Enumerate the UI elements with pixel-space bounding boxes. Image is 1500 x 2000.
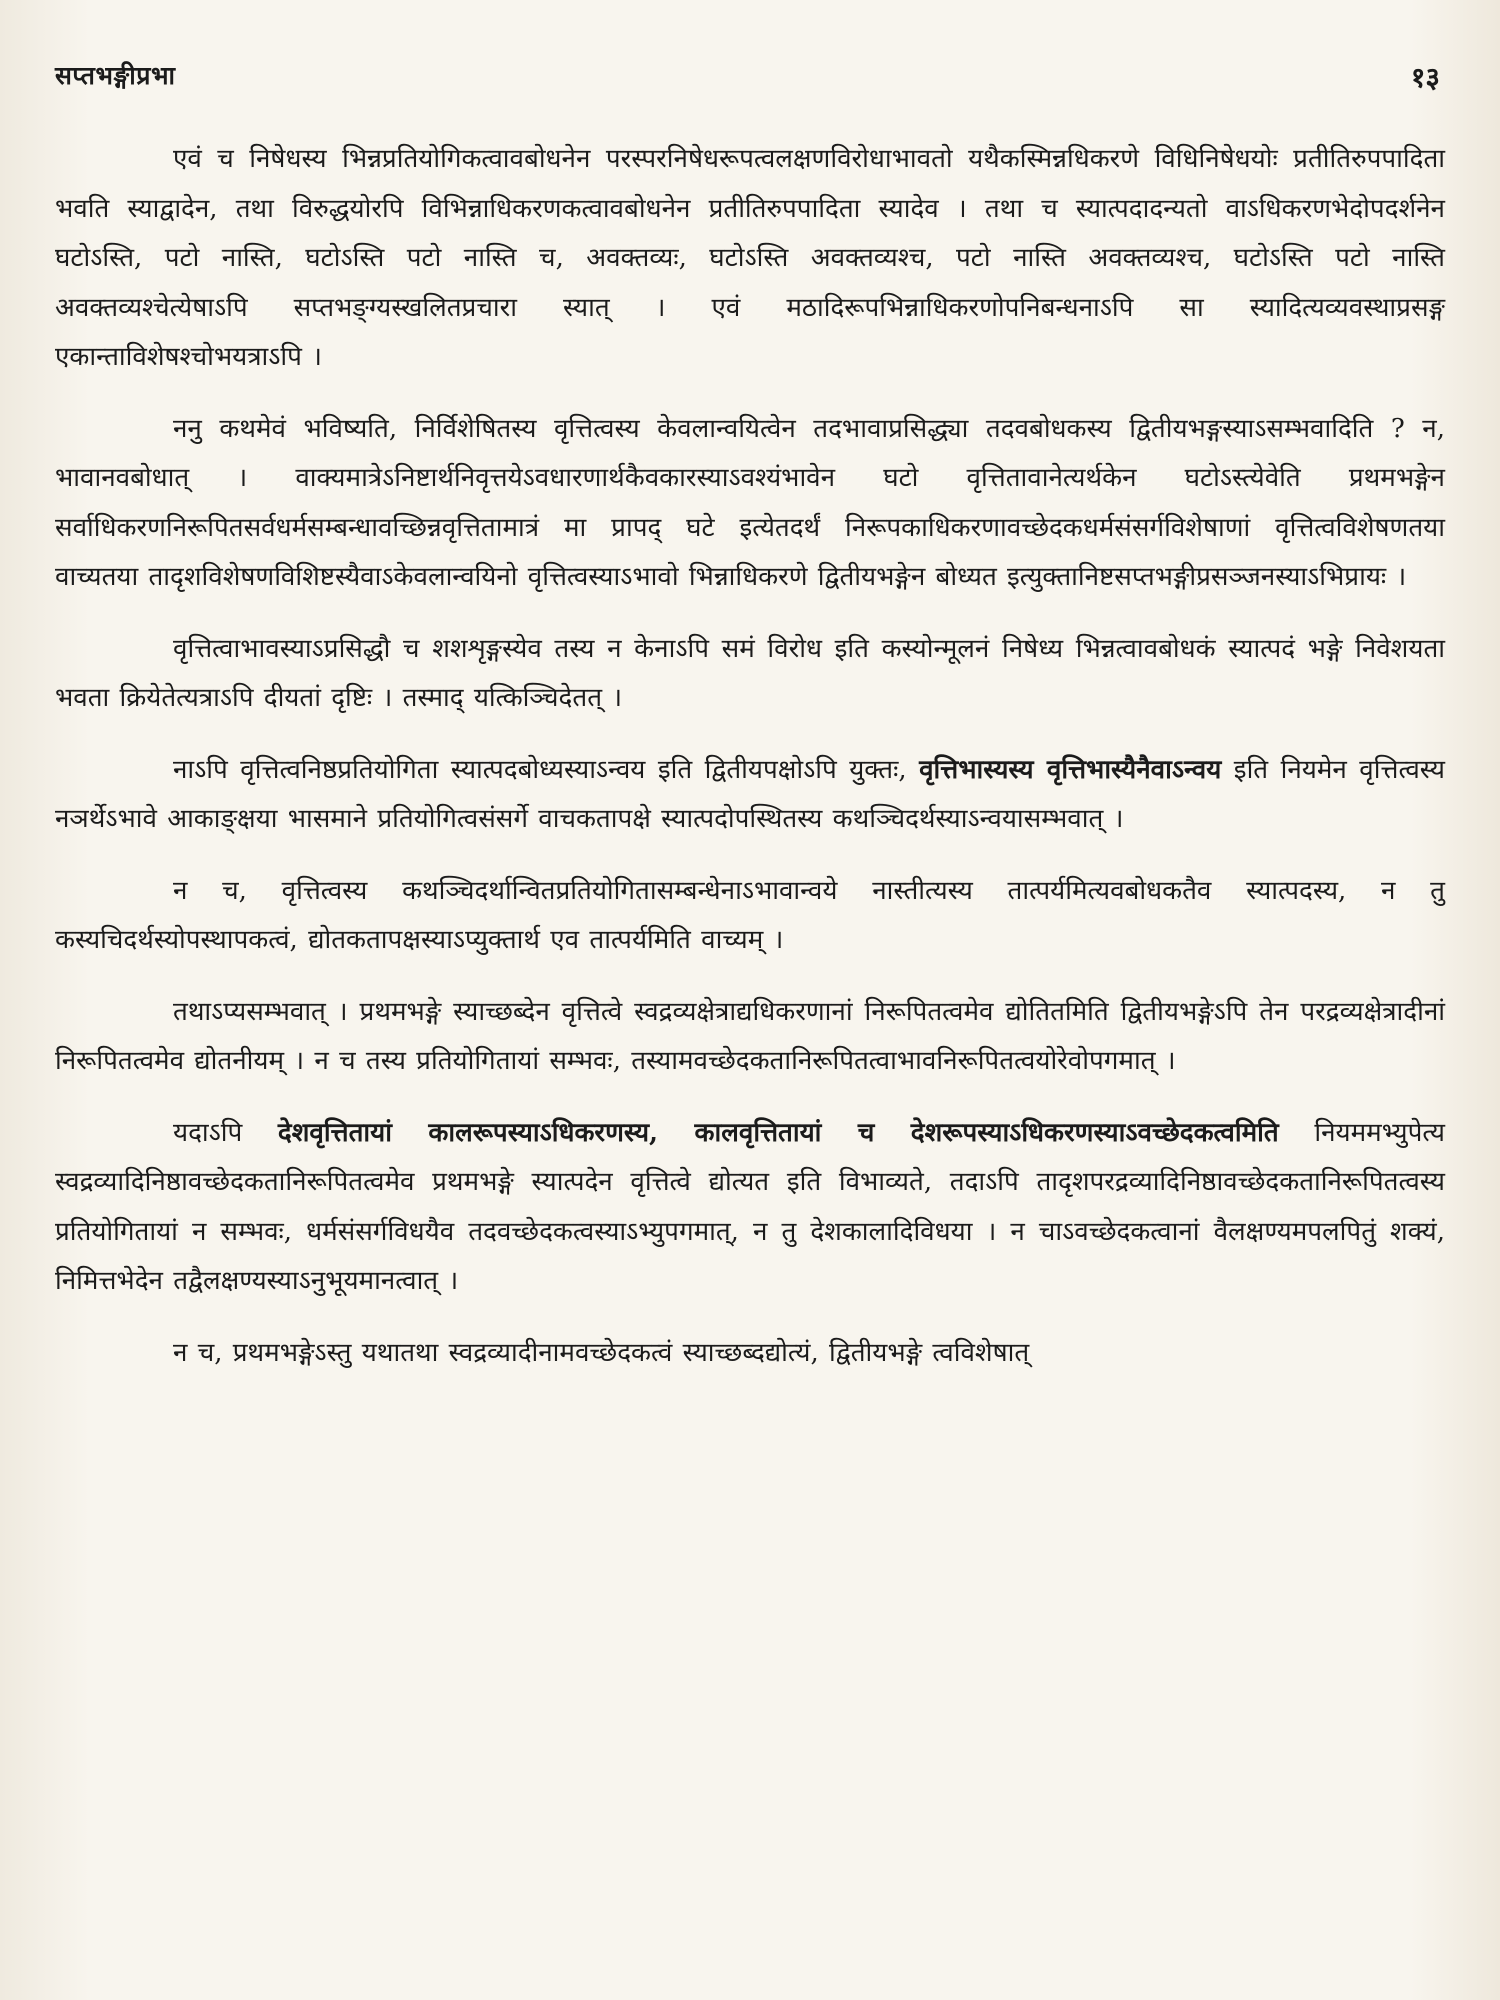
page-body [55, 135, 1445, 1400]
paragraph-text: न च, प्रथमभङ्गेऽस्तु यथातथा स्वद्रव्यादीनामवच्छेदकत्वं स्याच्छब्दद्योत्यं, द्वितीयभङ्गे त्वविशेषात् [173, 1337, 1030, 1368]
paragraph-5 [55, 867, 1445, 966]
paragraph-text: तथाऽप्यसम्भवात् । प्रथमभङ्गे स्याच्छब्देन वृत्तित्वे स्वद्रव्यक्षेत्राद्यधिकरणानां निरूपितत्वमेव द्योतितमिति द्वितीयभङ्गेऽपि तेन परद्रव्यक्षेत्रादीनां निरूपितत्वमेव द्योतनीयम् । न च तस्य प्रतियोगितायां सम्भवः, तस्यामवच्छेदकतानिरूपितत्वाभावनिरूपितत्वयोरेवोपगमात् । [55, 996, 1445, 1076]
paragraph-text: नियममभ्युपेत्य स्वद्रव्यादिनिष्ठावच्छेदकतानिरूपितत्वमेव प्रथमभङ्गे स्यात्पदेन वृत्तित्वे द्योत्यत इति विभाव्यते, तदाऽपि तादृशपरद्रव्यादिनिष्ठावच्छेदकतानिरूपितत्वस्य प्रतियोगितायां न सम्भवः, धर्मसंसर्गविधयैव तदवच्छेदकत्वस्याऽभ्युपगमात्, न तु देशकालादिविधया । न चाऽवच्छेदकत्वानां वैलक्षण्यमपलपितुं शक्यं, निमित्तभेदेन तद्वैलक्षण्यस्याऽनुभूयमानत्वात् । [55, 1117, 1446, 1296]
paragraph-text: नाऽपि वृत्तित्वनिष्ठप्रतियोगिता स्यात्पदबोध्यस्याऽन्वय इति द्वितीयपक्षोऽपि युक्तः, [173, 754, 920, 785]
paragraph-3 [55, 625, 1445, 724]
paragraph-text: यदाऽपि [173, 1117, 278, 1148]
paragraph-1 [55, 135, 1445, 383]
bold-rule: देशवृत्तितायां कालरूपस्याऽधिकरणस्य, कालवृत्तितायां च देशरूपस्याऽधिकरणस्याऽवच्छेदकत्वमिति [277, 1117, 1279, 1148]
bold-maxim: वृत्तिभास्यस्य वृत्तिभास्यैनैवाऽन्वय [919, 754, 1222, 785]
paragraph-text: वृत्तित्वाभावस्याऽप्रसिद्धौ च शशशृङ्गस्येव तस्य न केनाऽपि समं विरोध इति कस्योन्मूलनं निषेध्य भिन्नत्वावबोधकं स्यात्पदं भङ्गे निवेशयता भवता क्रियेतेत्यत्राऽपि दीयतां दृष्टिः । तस्माद् यत्किञ्चिदेतत् । [55, 633, 1445, 713]
paragraph-text: ननु कथमेवं भविष्यति, निर्विशेषितस्य वृत्तित्वस्य केवलान्वयित्वेन तदभावाप्रसिद्ध्या तदवबोधकस्य द्वितीयभङ्गस्याऽसम्भवादिति ? न, भावानवबोधात् । वाक्यमात्रेऽनिष्टार्थनिवृत्तयेऽवधारणार्थकैवकारस्याऽवश्यंभावेन घटो वृत्तितावानेत्यर्थकेन घटोऽस्त्येवेति प्रथमभङ्गेन सर्वाधिकरणनिरूपितसर्वधर्मसम्बन्धावच्छिन्नवृत्तितामात्रं मा प्रापद् घटे इत्येतदर्थं निरूपकाधिकरणावच्छेदकधर्मसंसर्गविशेषाणां वृत्तित्वविशेषणतया वाच्यतया तादृशविशेषणविशिष्टस्यैवाऽकेवलान्वयिनो वृत्तित्वस्याऽभावो भिन्नाधिकरणे द्वितीयभङ्गेन बोध्यत इत्युक्तानिष्टसप्तभङ्गीप्रसञ्जनस्याऽभिप्रायः । [55, 413, 1445, 592]
paragraph-8 [55, 1329, 1445, 1379]
paragraph-text: एवं च निषेधस्य भिन्नप्रतियोगिकत्वावबोधनेन परस्परनिषेधरूपत्वलक्षणविरोधाभावतो यथैकस्मिन्नधिकरणे विधिनिषेधयोः प्रतीतिरुपपादिता भवति स्याद्वादेन, तथा विरुद्धयोरपि विभिन्नाधिकरणकत्वावबोधनेन प्रतीतिरुपपादिता स्यादेव । तथा च स्यात्पदादन्यतो वाऽधिकरणभेदोपदर्शनेन घटोऽस्ति, पटो नास्ति, घटोऽस्ति पटो नास्ति च, अवक्तव्यः, घटोऽस्ति अवक्तव्यश्च, पटो नास्ति अवक्तव्यश्च, घटोऽस्ति पटो नास्ति अवक्तव्यश्चेत्येषाऽपि सप्तभङ्ग्यस्खलितप्रचारा स्यात् । एवं मठादिरूपभिन्नाधिकरणोपनिबन्धनाऽपि सा स्यादित्यव्यवस्थाप्रसङ्ग एकान्ताविशेषश्चोभयत्राऽपि । [55, 144, 1445, 372]
page-header [55, 58, 1440, 98]
paragraph-text: न च, वृत्तित्वस्य कथञ्चिदर्थान्वितप्रतियोगितासम्बन्धेनाऽभावान्वये नास्तीत्यस्य तात्पर्यमित्यवबोधकतैव स्यात्पदस्य, न तु कस्यचिदर्थस्योपस्थापकत्वं, द्योतकतापक्षस्याऽप्युक्तार्थ एव तात्पर्यमिति वाच्यम् । [55, 875, 1445, 955]
paragraph-4 [55, 746, 1445, 845]
paragraph-2 [55, 405, 1445, 603]
paragraph-text: इति नियमेन वृत्तित्वस्य नञर्थेऽभावे आकाङ्क्षया भासमाने प्रतियोगित्वसंसर्गे वाचकतापक्षे स्यात्पदोपस्थितस्य कथञ्चिदर्थस्याऽन्वयासम्भवात् । [55, 754, 1445, 834]
paragraph-7 [55, 1109, 1445, 1307]
paragraph-6 [55, 988, 1445, 1087]
page-number: १३ [1410, 61, 1440, 94]
running-head: सप्तभङ्गीप्रभा [55, 61, 176, 90]
